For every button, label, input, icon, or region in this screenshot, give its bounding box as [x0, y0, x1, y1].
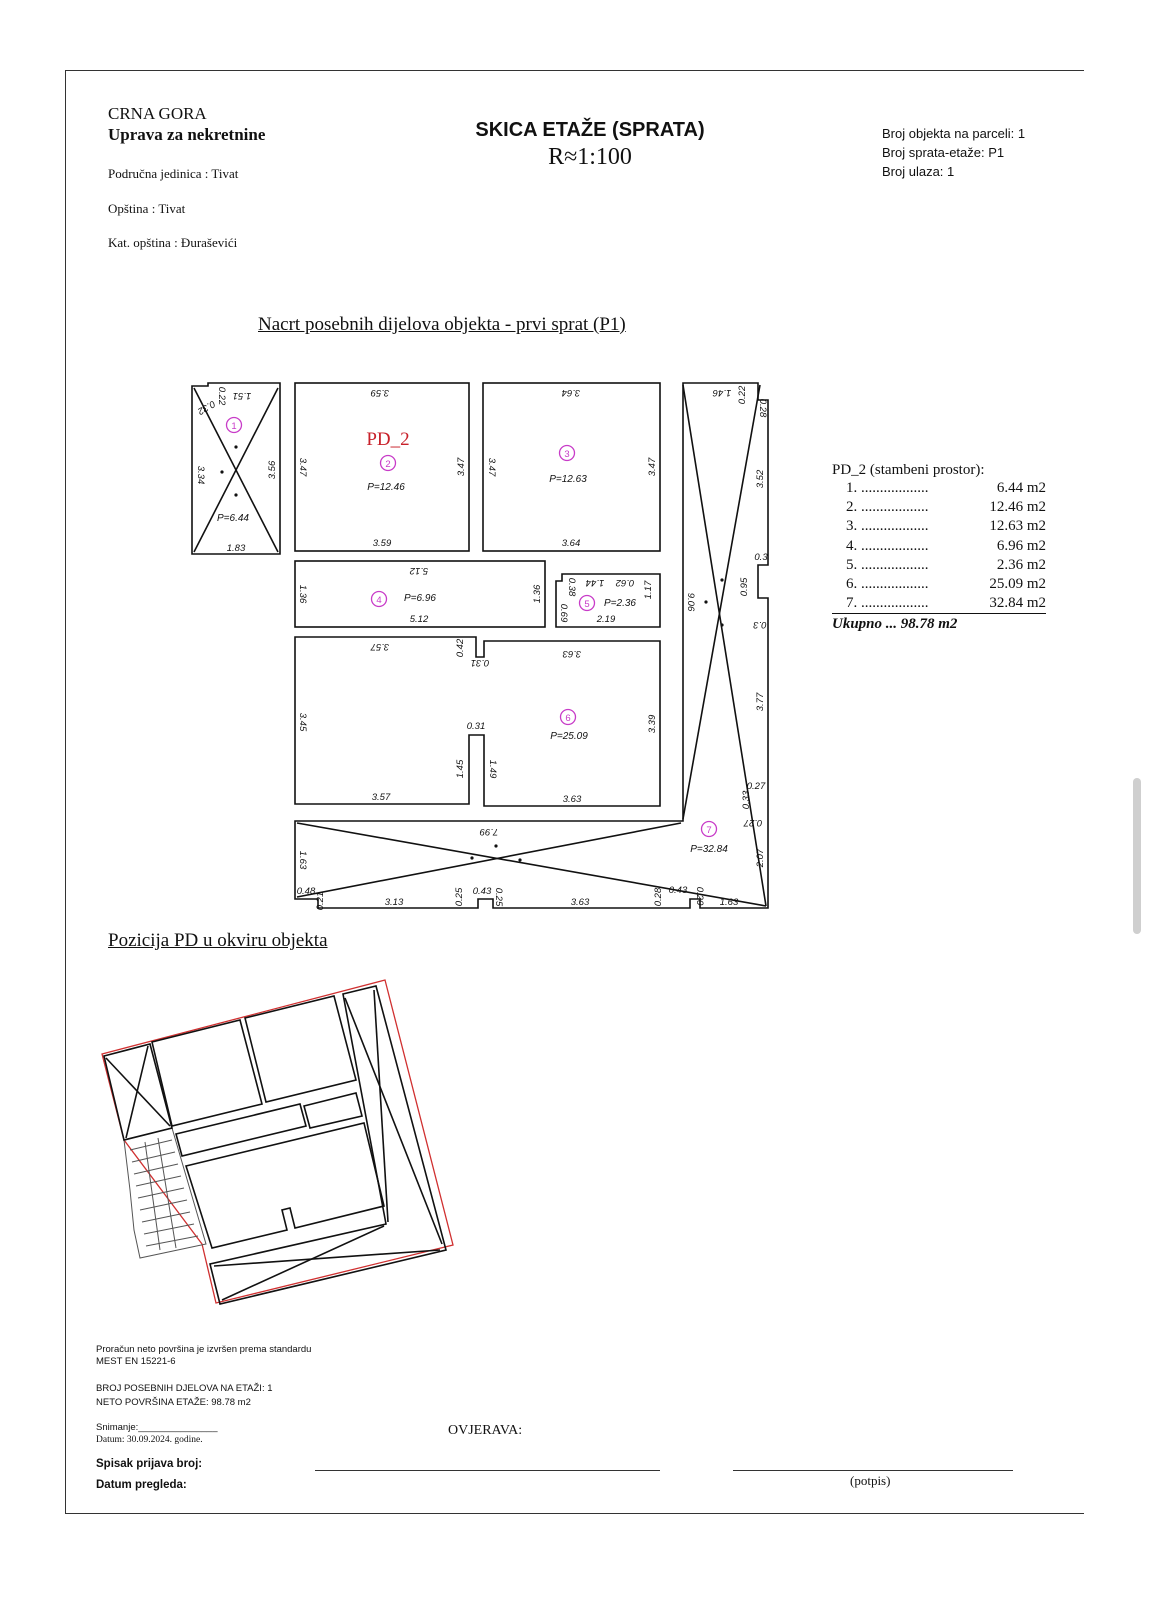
- area-row-value: 12.63 m2: [989, 518, 1046, 535]
- position-subtitle: Pozicija PD u okviru objekta: [108, 930, 328, 951]
- floor-number: Broj sprata-etaže: P1: [882, 145, 1005, 160]
- dimension-label: 1.83: [226, 543, 246, 554]
- dimension-label: 3.63: [562, 794, 582, 805]
- area-row-value: 32.84 m2: [989, 595, 1046, 612]
- dimension-label: 0.48: [296, 886, 316, 897]
- area-row-value: 6.96 m2: [996, 537, 1046, 554]
- stair-area: [124, 1128, 206, 1258]
- plan-subtitle: Nacrt posebnih dijelova objekta - prvi sprat (P1): [258, 314, 626, 335]
- unit-label: PD_2: [366, 429, 410, 450]
- room-number: 4: [376, 595, 382, 606]
- dimension-label: 0.62: [615, 577, 635, 588]
- dimension-label: 1.44: [585, 577, 605, 588]
- scrollbar-thumb[interactable]: [1133, 778, 1141, 934]
- signature-line-left: [315, 1470, 660, 1471]
- dimension-label: 0.69: [558, 603, 569, 623]
- area-total: Ukupno ... 98.78 m2: [832, 616, 958, 633]
- dimension-label: 1.46: [712, 387, 732, 398]
- position-plan: [0, 960, 1172, 1320]
- dimension-label: 2.07: [755, 848, 766, 868]
- dimension-label: 0.3: [754, 552, 768, 563]
- room-3-area: P=12.63: [549, 474, 587, 485]
- dimension-label: 7.99: [479, 826, 499, 837]
- dimension-label: 3.47: [456, 457, 467, 477]
- area-row: [832, 517, 1046, 536]
- dimension-label: 3.64: [561, 387, 581, 398]
- room-5-area: P=2.36: [604, 598, 636, 609]
- area-row: [832, 594, 1046, 614]
- site-room-6: [186, 1123, 384, 1248]
- footer-unit-count: BROJ POSEBNIH DJELOVA NA ETAŽI: 1: [96, 1383, 273, 1394]
- dimension-label: 0.28: [757, 398, 768, 418]
- dimension-label: 1.36: [297, 584, 308, 604]
- area-row-label: 2. ..................: [846, 499, 929, 516]
- dimension-label: 3.47: [297, 457, 308, 477]
- room-7-area: P=32.84: [690, 844, 728, 855]
- dimension-label: 1.63: [297, 850, 308, 870]
- dimension-label: 3.45: [297, 712, 308, 732]
- dimension-label: 1.17: [643, 580, 654, 600]
- country-name: CRNA GORA: [108, 104, 207, 123]
- dimension-label: 0.22: [216, 386, 227, 406]
- area-row-value: 2.36 m2: [996, 556, 1046, 573]
- dimension-label: 0.33: [741, 790, 752, 810]
- footer-note: Proračun neto površina je izvršen prema standardu: [96, 1344, 312, 1355]
- room-4-area: P=6.96: [404, 593, 436, 604]
- room-number: 6: [565, 713, 571, 724]
- dimension-label: 1.51: [232, 390, 252, 401]
- dimension-label: 3.63: [570, 897, 590, 908]
- area-row-label: 5. ..................: [846, 556, 929, 573]
- object-number: Broj objekta na parceli: 1: [882, 126, 1026, 141]
- dimension-label: 0.21: [315, 891, 326, 911]
- room-number: 3: [564, 449, 570, 460]
- room-7-outline: [295, 383, 768, 908]
- area-row-label: 6. ..................: [846, 575, 929, 592]
- dimension-label: 3.56: [267, 460, 278, 480]
- area-summary-title: PD_2 (stambeni prostor):: [832, 462, 985, 478]
- dimension-label: 3.34: [195, 465, 206, 485]
- footer-standard: MEST EN 15221-6: [96, 1356, 176, 1367]
- room-6-area: P=25.09: [550, 731, 588, 742]
- area-row: [832, 479, 1046, 498]
- area-row: [832, 537, 1046, 556]
- room-number: 2: [385, 459, 391, 470]
- dimension-label: 5.12: [409, 565, 429, 576]
- dimension-label: 0.25: [493, 887, 504, 907]
- dimension-label: 3.59: [370, 387, 390, 398]
- area-row: [832, 575, 1046, 594]
- entrance-number: Broj ulaza: 1: [882, 164, 955, 179]
- room-number: 5: [584, 599, 590, 610]
- list-label: Spisak prijava broj:: [96, 1458, 203, 1470]
- frame-bottom-line: [65, 1513, 1084, 1514]
- area-row-value: 12.46 m2: [989, 499, 1046, 516]
- dimension-label: 1.63: [719, 897, 739, 908]
- regional-unit: Područna jedinica : Tivat: [108, 166, 239, 181]
- dimension-label: 0.27: [743, 817, 763, 828]
- dimension-label: 1.45: [455, 759, 466, 779]
- dimension-label: 0.43: [472, 886, 492, 897]
- room-1-area: P=6.44: [217, 513, 249, 524]
- dimension-label: 1.49: [487, 759, 498, 779]
- area-summary: [832, 462, 1046, 633]
- document-title: SKICA ETAŽE (SPRATA): [475, 119, 705, 141]
- dimension-label: 3.64: [561, 538, 581, 549]
- signature-label: (potpis): [850, 1473, 891, 1488]
- dimension-label: 0.3: [753, 619, 767, 630]
- dimension-label: 0.38: [566, 577, 577, 597]
- dimension-label: 3.47: [647, 457, 658, 477]
- area-row-label: 3. ..................: [846, 518, 929, 535]
- footer-net-area: NETO POVRŠINA ETAŽE: 98.78 m2: [96, 1397, 251, 1408]
- room-number: 1: [231, 421, 237, 432]
- signature-line-right: [733, 1470, 1013, 1471]
- dimension-label: 5.12: [409, 614, 429, 625]
- area-row-value: 25.09 m2: [989, 575, 1046, 592]
- dimension-label: 0.31: [470, 657, 490, 668]
- site-room-7: [210, 986, 446, 1304]
- dimension-label: 3.57: [371, 792, 391, 803]
- dimension-label: 3.63: [562, 648, 582, 659]
- dimension-label: 9.06: [685, 592, 696, 612]
- dimension-label: 3.52: [755, 469, 766, 489]
- area-row: [832, 556, 1046, 575]
- area-row-label: 4. ..................: [846, 537, 929, 554]
- municipality: Opština : Tivat: [108, 201, 186, 216]
- dimension-label: 0.25: [454, 887, 465, 907]
- dimension-label: 0.95: [739, 577, 750, 597]
- area-row-value: 6.44 m2: [996, 480, 1046, 496]
- room-3-outline: [483, 383, 660, 551]
- review-label: Datum pregleda:: [96, 1479, 187, 1491]
- scale-label: R≈1:100: [548, 144, 632, 170]
- dimension-label: 0.20: [694, 886, 705, 906]
- cadastral-municipality: Kat. opština : Đuraševići: [108, 235, 238, 250]
- dimension-label: 0.28: [653, 887, 664, 907]
- dimension-label: 2.19: [596, 614, 616, 625]
- certify-label: OVJERAVA:: [448, 1423, 523, 1438]
- footer-survey: Snimanje:_______________: [96, 1422, 218, 1433]
- dimension-label: 0.43: [668, 885, 688, 896]
- authority-name: Uprava za nekretnine: [108, 125, 266, 144]
- dimension-label: 3.13: [384, 897, 404, 908]
- dimension-label: 0.27: [746, 781, 766, 792]
- dimension-label: 3.59: [372, 538, 392, 549]
- area-row-label: 1. ..................: [846, 480, 929, 496]
- area-row-label: 7. ..................: [846, 595, 929, 612]
- dimension-label: 0.42: [455, 638, 466, 658]
- dimension-label: 3.39: [647, 714, 658, 734]
- dimension-label: 1.36: [532, 584, 543, 604]
- footer-date: Datum: 30.09.2024. godine.: [96, 1435, 203, 1445]
- dimension-label: 0.22: [737, 385, 748, 405]
- dimension-label: 3.57: [370, 641, 390, 652]
- dimension-label: 3.77: [755, 692, 766, 712]
- area-row: [832, 498, 1046, 517]
- site-room-4: [176, 1104, 306, 1156]
- room-number: 7: [706, 825, 712, 836]
- dimension-label: 0.31: [466, 721, 486, 732]
- room-2-area: P=12.46: [367, 482, 405, 493]
- site-room-5: [304, 1093, 362, 1128]
- dimension-label: 0.32: [195, 397, 218, 417]
- dimension-label: 3.47: [486, 457, 497, 477]
- site-room-2: [152, 1020, 262, 1126]
